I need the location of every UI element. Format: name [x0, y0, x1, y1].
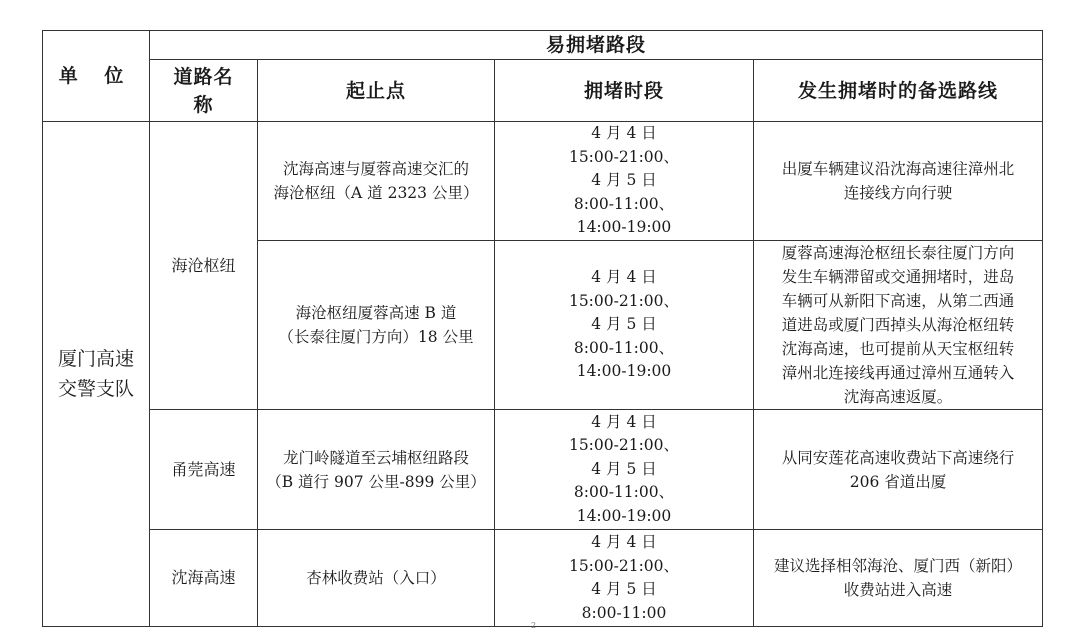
endpoints-line: 沈海高速与厦蓉高速交汇的 — [282, 160, 469, 178]
alternative-line: 道进岛或厦门西掉头从海沧枢纽转 — [781, 316, 1015, 334]
period-line: 14:00-19:00 — [576, 218, 672, 237]
header-period: 拥堵时段 — [495, 60, 754, 122]
table-row — [43, 530, 1043, 627]
period-cell — [495, 241, 754, 410]
period-line: 15:00-21:00、 — [568, 436, 680, 455]
header-endpoints: 起止点 — [258, 60, 495, 122]
header-road-name-line1: 道路名 — [173, 65, 234, 88]
alternative-line: 206 省道出厦 — [849, 472, 947, 491]
endpoints-cell — [258, 122, 495, 241]
period-line: 4 月 4 日 — [591, 533, 657, 551]
period-line: 8:00-11:00 — [581, 603, 667, 622]
endpoints-line: 海沧枢纽（A 道 2323 公里） — [273, 184, 479, 202]
alternative-line: 发生车辆滞留或交通拥堵时，进岛 — [781, 268, 1015, 286]
alternative-line: 漳州北连接线再通过漳州互通转入 — [781, 364, 1015, 382]
period-line: 4 月 4 日 — [591, 268, 657, 287]
period-line: 4 月 4 日 — [591, 124, 657, 143]
period-line: 4 月 5 日 — [591, 580, 657, 598]
period-cell — [495, 410, 754, 530]
table-row — [43, 122, 1043, 241]
period-line: 14:00-19:00 — [576, 506, 672, 525]
endpoints-line: （长泰往厦门方向）18 公里 — [278, 328, 474, 346]
header-row-sub — [43, 60, 1043, 122]
header-row-top — [43, 31, 1043, 60]
alternative-line: 从同安莲花高速收费站下高速绕行 — [781, 448, 1015, 467]
endpoints-line: 杏林收费站（入口） — [306, 569, 446, 587]
road-name-cell: 沈海高速 — [150, 530, 258, 627]
unit-name-cell — [43, 122, 150, 627]
period-line: 4 月 4 日 — [591, 412, 657, 431]
period-line: 4 月 5 日 — [591, 315, 657, 334]
period-line: 14:00-19:00 — [576, 362, 672, 381]
alternative-route-cell — [754, 241, 1043, 410]
header-congestion-section: 易拥堵路段 — [150, 31, 1043, 60]
table-row — [43, 410, 1043, 530]
period-line: 4 月 5 日 — [591, 171, 657, 190]
alternative-route-cell — [754, 530, 1043, 627]
alternative-line: 收费站进入高速 — [843, 581, 953, 599]
alternative-line: 连接线方向行驶 — [843, 184, 953, 202]
header-alternative-route: 发生拥堵时的备选路线 — [754, 60, 1043, 122]
endpoints-line: （B 道行 907 公里-899 公里） — [266, 472, 486, 491]
period-line: 15:00-21:00、 — [568, 291, 680, 310]
alternative-line: 沈海高速返厦。 — [843, 388, 953, 406]
header-road-name — [150, 60, 258, 122]
period-line: 8:00-11:00、 — [573, 194, 675, 213]
period-line: 8:00-11:00、 — [573, 338, 675, 357]
period-line: 4 月 5 日 — [591, 459, 657, 478]
road-name-cell: 甬莞高速 — [150, 410, 258, 530]
period-line: 15:00-21:00、 — [568, 147, 680, 166]
page-number: 2 — [531, 621, 537, 630]
endpoints-cell — [258, 241, 495, 410]
alternative-route-cell — [754, 410, 1043, 530]
period-cell — [495, 530, 754, 627]
period-line: 15:00-21:00、 — [568, 556, 680, 575]
alternative-line: 建议选择相邻海沧、厦门西（新阳） — [774, 557, 1023, 575]
unit-name-line: 交警支队 — [57, 378, 134, 400]
alternative-line: 厦蓉高速海沧枢纽长泰往厦门方向 — [781, 244, 1015, 262]
header-road-name-line2: 称 — [193, 93, 214, 116]
period-line: 8:00-11:00、 — [573, 483, 675, 502]
alternative-line: 沈海高速，也可提前从天宝枢纽转 — [781, 340, 1015, 358]
alternative-line: 出厦车辆建议沿沈海高速往漳州北 — [781, 160, 1015, 178]
header-unit: 单 位 — [43, 31, 150, 122]
congestion-table — [42, 30, 1043, 627]
period-cell — [495, 122, 754, 241]
endpoints-line: 海沧枢纽厦蓉高速 B 道 — [295, 304, 457, 322]
road-name-cell: 海沧枢纽 — [150, 122, 258, 410]
unit-name-line: 厦门高速 — [57, 348, 134, 370]
endpoints-line: 龙门岭隧道至云埔枢纽路段 — [282, 448, 469, 467]
endpoints-cell — [258, 410, 495, 530]
endpoints-cell — [258, 530, 495, 627]
alternative-line: 车辆可从新阳下高速，从第二西通 — [781, 292, 1015, 310]
alternative-route-cell — [754, 122, 1043, 241]
